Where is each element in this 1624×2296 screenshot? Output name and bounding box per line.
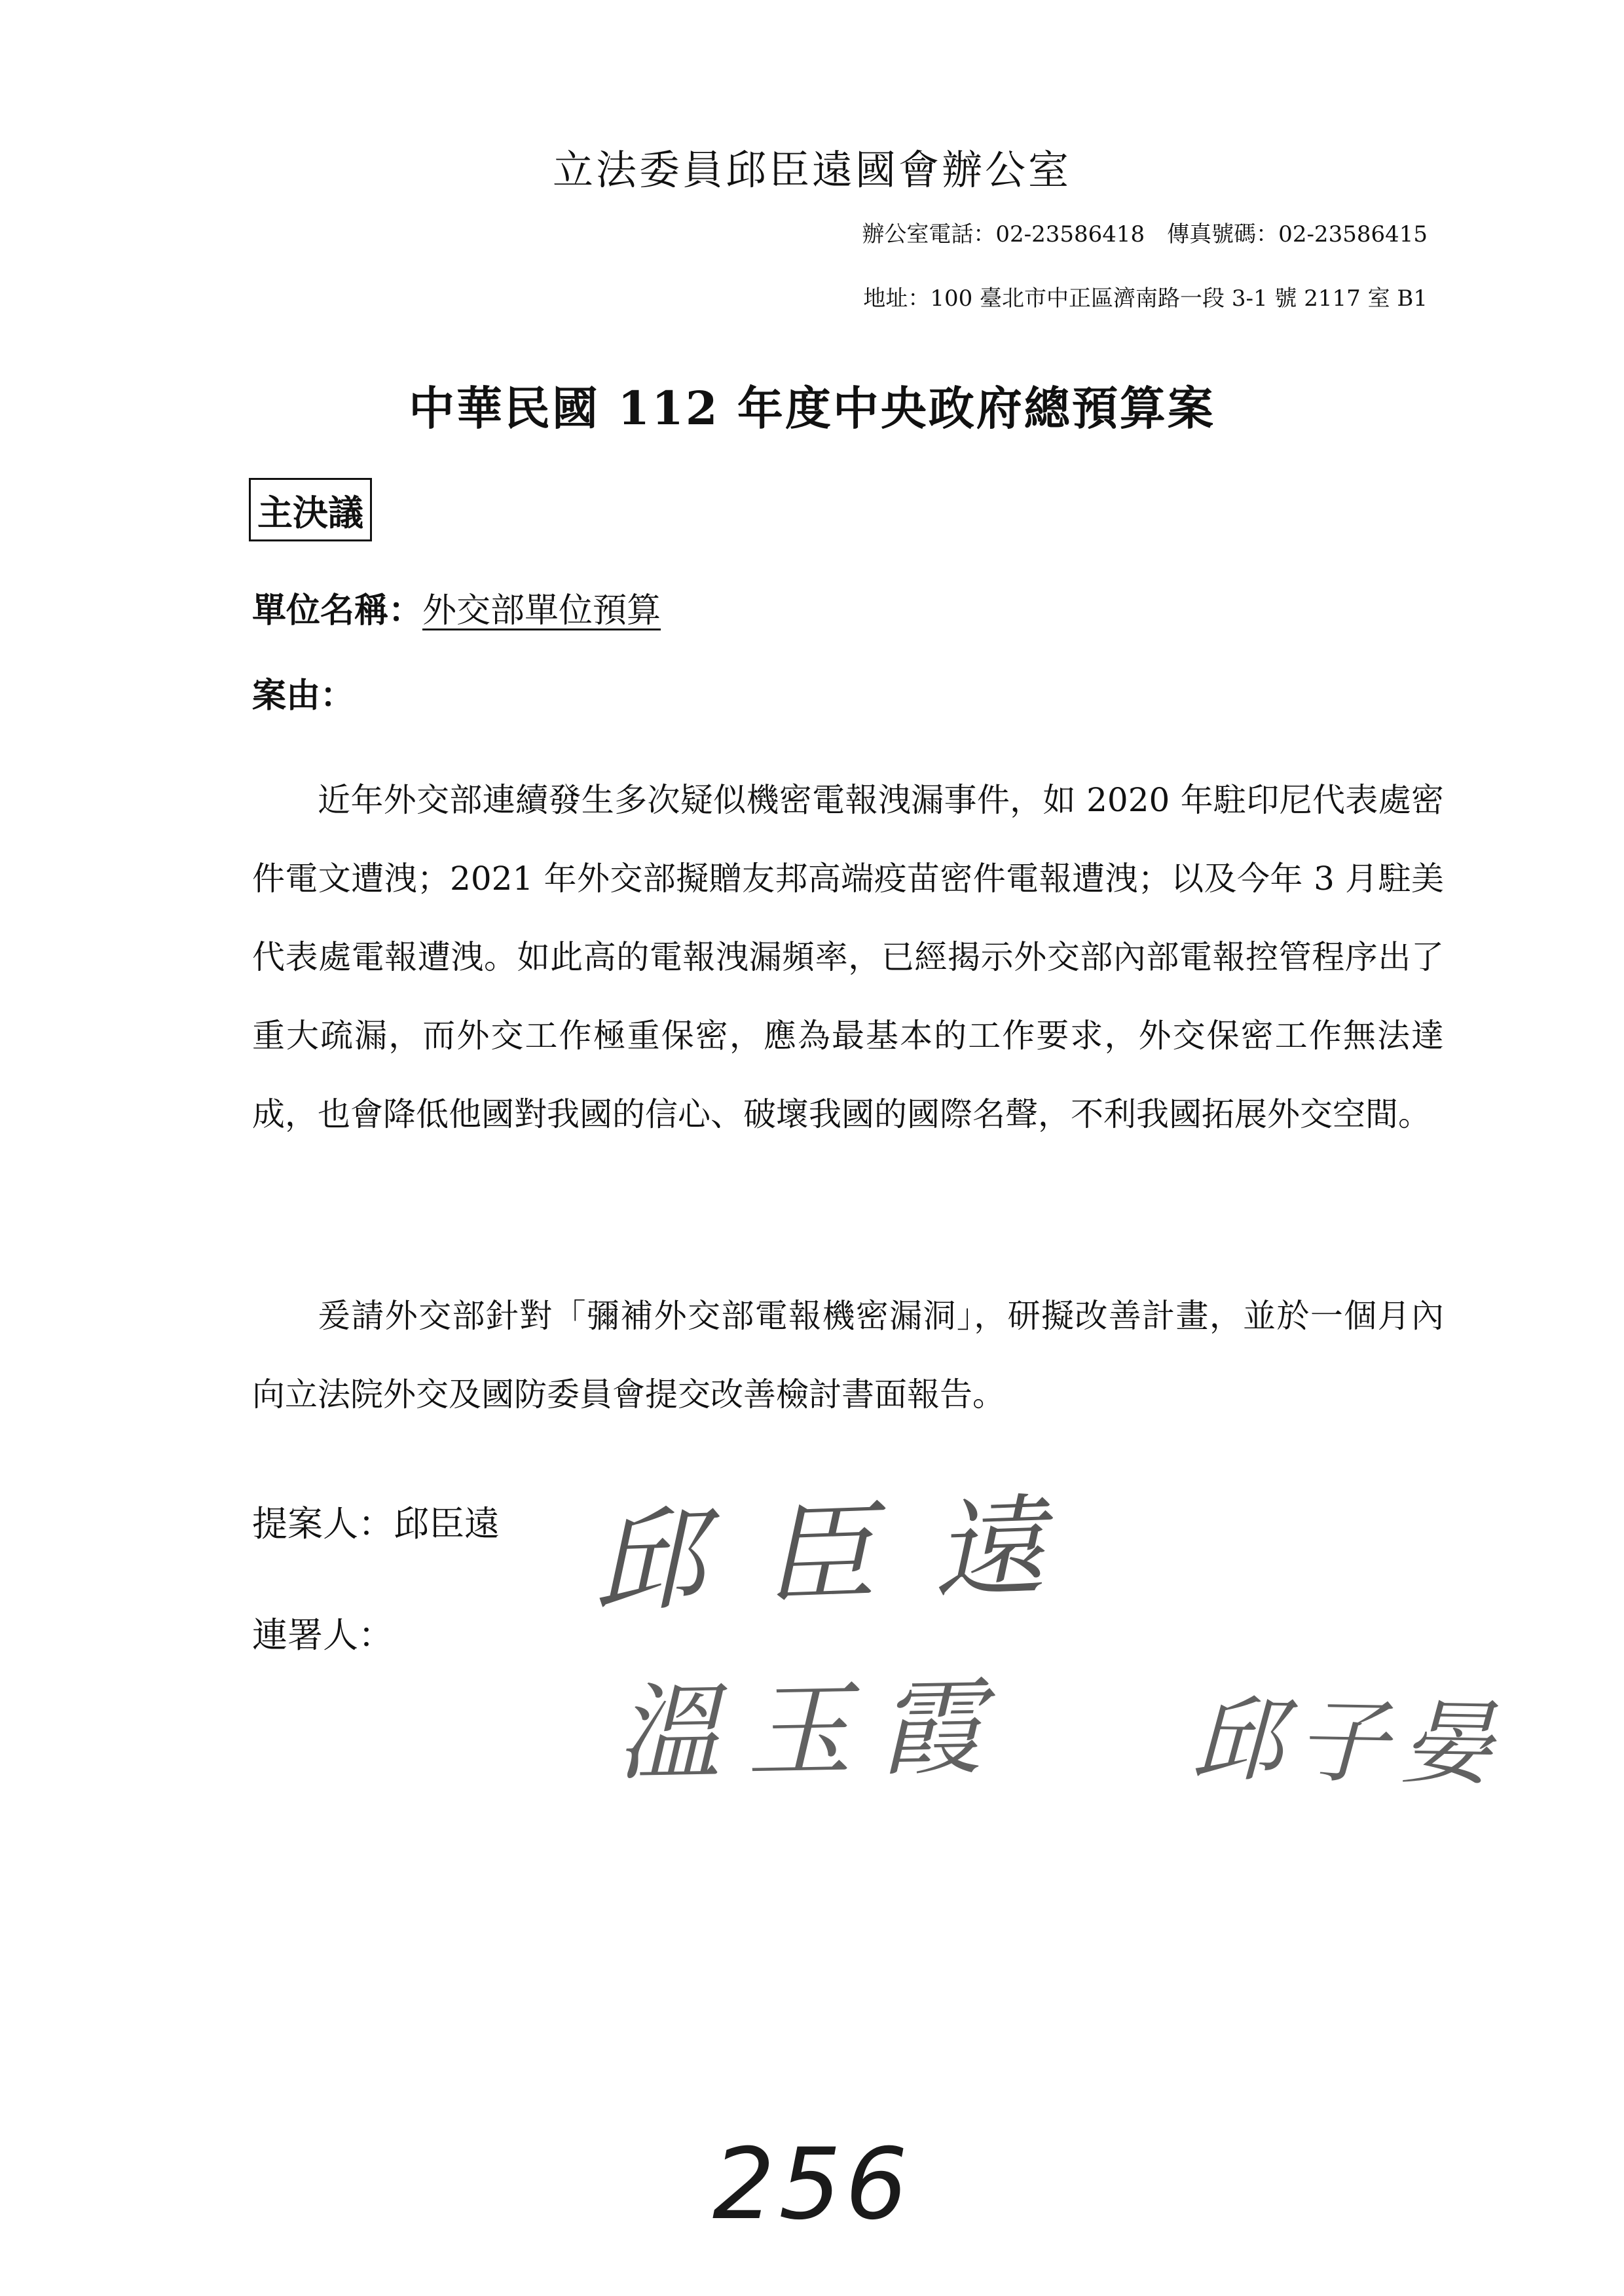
reason-paragraph-2: 爰請外交部針對「彌補外交部電報機密漏洞」，研擬改善計畫，並於一個月內向立法院外交及國防委員會提交改善檢討書面報告。 — [252, 1297, 1444, 1413]
cosigner-label: 連署人： — [252, 1614, 394, 1656]
address-line: 地址：100 臺北市中正區濟南路一段 3-1 號 2117 室 B1 — [863, 285, 1428, 312]
unit-row — [252, 583, 661, 632]
reason-label: 案由： — [252, 676, 355, 716]
office-title: 立法委員邱臣遠國會辦公室 — [552, 146, 1071, 194]
unit-label: 單位名稱： — [252, 591, 423, 630]
reason-paragraph-1: 近年外交部連續發生多次疑似機密電報洩漏事件，如 2020 年駐印尼代表處密件電文遭洩；2021 年外交部擬贈友邦高端疫苗密件電報遭洩；以及今年 3 月駐美代表處電報遭洩。如此高的電報洩漏頻率，已經揭示外交部內部電報控管程序出了重大疏漏，而外交工作極重保密，應為最基本的工作要求，外交保密工作無法達成，也會降低他國對我國的信心、破壞我國的國際名聲，不利我國拓展外交空間。 — [252, 781, 1444, 1133]
cosigner-signature-1: 溫玉霞 — [614, 1666, 1010, 1795]
cosigner-signature-2: 邱子晏 — [1190, 1686, 1507, 1799]
contact-line: 辦公室電話：02-23586418 傳真號碼：02-23586415 — [862, 221, 1428, 247]
main-resolution-label: 主決議 — [249, 478, 372, 541]
page-number: 256 — [712, 2128, 912, 2242]
unit-value: 外交部單位預算 — [422, 591, 661, 630]
proposer-label: 提案人：邱臣遠 — [252, 1503, 500, 1544]
document-title: 中華民國 112 年度中央政府總預算案 — [409, 381, 1215, 435]
proposer-signature: 邱臣遠 — [591, 1480, 1106, 1628]
